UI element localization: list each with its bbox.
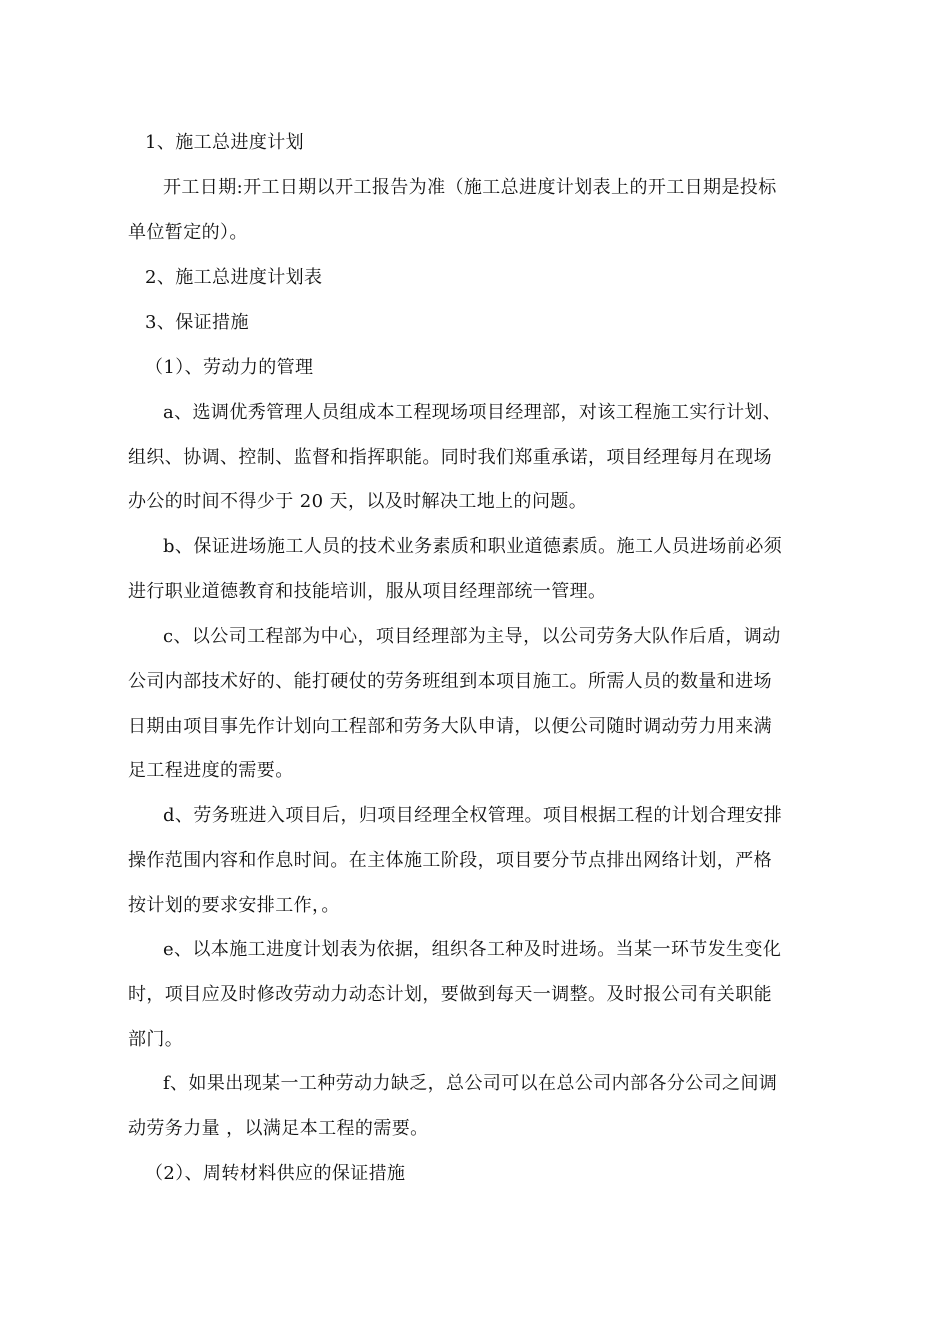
subheading-material-supply: （2）、周转材料供应的保证措施 [145,1163,406,1184]
heading-schedule-table: 2、施工总进度计划表 [145,267,323,288]
paragraph-c-line2: 公司内部技术好的、能打硬仗的劳务班组到本项目施工。所需人员的数量和进场 [128,671,772,692]
paragraph-c-line1: c、以公司工程部为中心，项目经理部为主导，以公司劳务大队作后盾，调动 [163,626,781,647]
paragraph-b-line1: b、保证进场施工人员的技术业务素质和职业道德素质。施工人员进场前必须 [163,536,783,557]
paragraph-a-line3: 办公的时间不得少于 20 天，以及时解决工地上的问题。 [128,491,588,512]
paragraph-d-line3: 按计划的要求安排工作，。 [128,895,340,916]
paragraph-e-line3: 部门。 [128,1029,184,1050]
paragraph-c-line4: 足工程进度的需要。 [128,760,294,781]
paragraph-f-line2: 动劳务力量 ，以满足本工程的需要。 [128,1118,429,1139]
paragraph-a-line1: a、选调优秀管理人员组成本工程现场项目经理部，对该工程施工实行计划、 [163,402,782,423]
paragraph-c-line3: 日期由项目事先作计划向工程部和劳务大队申请，以便公司随时调动劳力用来满 [128,716,772,737]
paragraph-a-line2: 组织、协调、控制、监督和指挥职能。同时我们郑重承诺，项目经理每月在现场 [128,447,772,468]
paragraph-e-line1: e、以本施工进度计划表为依据，组织各工种及时进场。当某一环节发生变化 [163,939,782,960]
paragraph-start-date-line1: 开工日期:开工日期以开工报告为准（施工总进度计划表上的开工日期是投标 [163,177,777,198]
paragraph-f-line1: f、如果出现某一工种劳动力缺乏，总公司可以在总公司内部各分公司之间调 [163,1073,778,1094]
paragraph-d-line1: d、劳务班进入项目后，归项目经理全权管理。项目根据工程的计划合理安排 [163,805,783,826]
heading-guarantee-measures: 3、保证措施 [145,312,249,333]
paragraph-start-date-line2: 单位暂定的）。 [128,222,248,243]
paragraph-d-line2: 操作范围内容和作息时间。在主体施工阶段，项目要分节点排出网络计划，严格 [128,850,772,871]
paragraph-e-line2: 时，项目应及时修改劳动力动态计划，要做到每天一调整。及时报公司有关职能 [128,984,772,1005]
subheading-labor-management: （1）、劳动力的管理 [145,357,314,378]
paragraph-b-line2: 进行职业道德教育和技能培训，服从项目经理部统一管理。 [128,581,607,602]
heading-schedule-plan: 1、施工总进度计划 [145,132,305,153]
